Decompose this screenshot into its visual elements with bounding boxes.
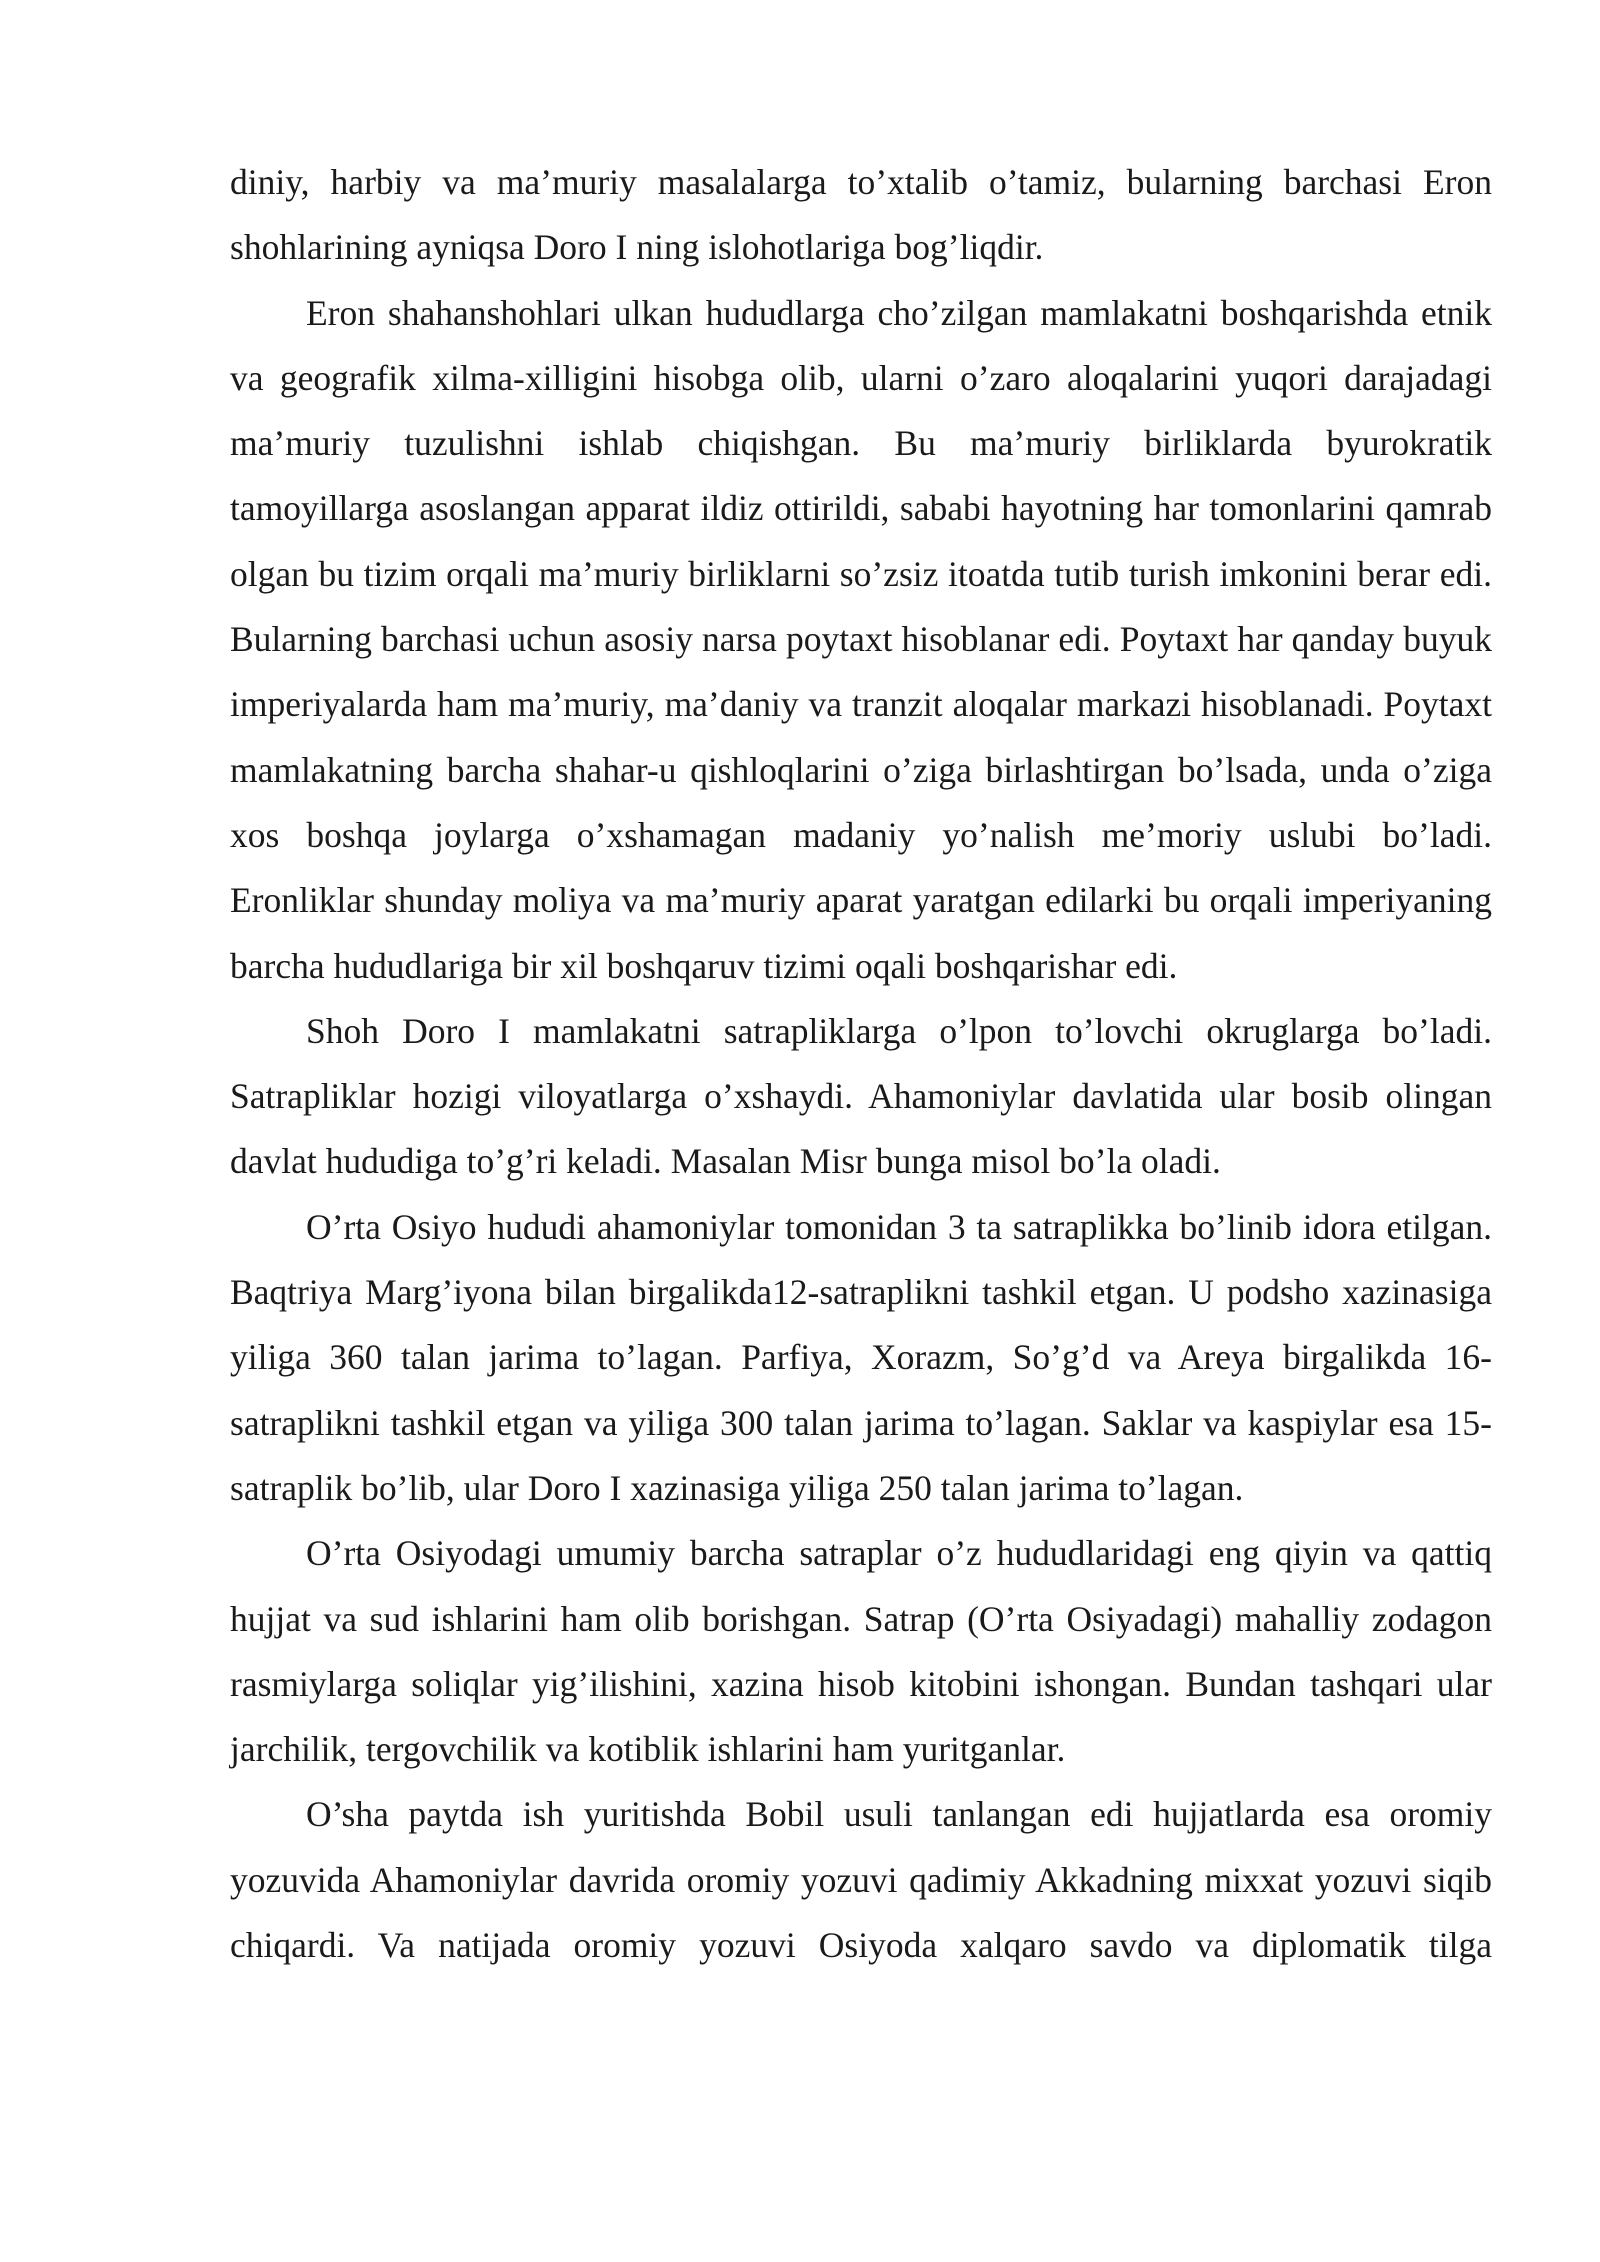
document-body xyxy=(230,150,1492,1978)
paragraph-satrapies: Shoh Doro I mamlakatni satrapliklarga o’lpon to’lovchi okruglarga bo’ladi. Satrapliklar hozigi viloyatlarga o’xshaydi. Ahamoniylar davlatida ular bosib olingan davlat hududiga to’g’ri keladi. Masalan Misr bunga misol bo’la oladi. xyxy=(230,1010,1492,1182)
paragraph-administration: Eron shahanshohlari ulkan hududlarga cho’zilgan mamlakatni boshqarishda etnik va geografik xilma-xilligini hisobga olib, ularni o’zaro aloqalarini yuqori darajadagi ma’muriy tuzulishni ishlab chiqishgan. Bu ma’muriy birliklarda byurokratik tamoyillarga asoslangan apparat ildiz ottirildi, sababi hayotning har tomonlarini qamrab olgan bu tizim orqali ma’muriy birliklarni so’zsiz itoatda tutib turish imkonini berar edi. Bularning barchasi uchun asosiy narsa poytaxt hisoblanar edi. Poytaxt har qanday buyuk imperiyalarda ham ma’muriy, ma’daniy va tranzit aloqalar markazi hisoblanadi. Poytaxt mamlakatning barcha shahar-u qishloqlarini o’ziga birlashtirgan bo’lsada, unda o’ziga xos boshqa joylarga o’xshamagan madaniy yo’nalish me’moriy uslubi bo’ladi. Eronliklar shunday moliya va ma’muriy aparat yaratgan edilarki bu orqali imperiyaning barcha hududlariga bir xil boshqaruv tizimi oqali boshqarishar edi. xyxy=(230,292,1492,986)
paragraph-continuation: diniy, harbiy va ma’muriy masalalarga to’xtalib o’tamiz, bularning barchasi Eron shohlarining ayniqsa Doro I ning islohotlariga bog’liqdir. xyxy=(230,162,1492,268)
paragraph-central-asia: O’rta Osiyo hududi ahamoniylar tomonidan 3 ta satraplikka bo’linib idora etilgan. Baqtriya Marg’iyona bilan birgalikda12-satraplikni tashkil etgan. U podsho xazinasiga yiliga 360 talan jarima to’lagan. Parfiya, Xorazm, So’g’d va Areya birgalikda 16-satraplikni tashkil etgan va yiliga 300 talan jarima to’lagan. Saklar va kaspiylar esa 15-satraplik bo’lib, ular Doro I xazinasiga yiliga 250 talan jarima to’lagan. xyxy=(230,1206,1492,1508)
paragraph-aramaic-script: O’sha paytda ish yuritishda Bobil usuli tanlangan edi hujjatlarda esa oromiy yozuvida Ahamoniylar davrida oromiy yozuvi qadimiy Akkadning mixxat yozuvi siqib chiqardi. Va natijada oromiy yozuvi Osiyoda xalqaro savdo va diplomatik tilga xyxy=(230,1794,1492,1966)
paragraph-satraps-duties: O’rta Osiyodagi umumiy barcha satraplar o’z hududlaridagi eng qiyin va qattiq hujjat va sud ishlarini ham olib borishgan. Satrap (O’rta Osiyadagi) mahalliy zodagon rasmiylarga soliqlar yig’ilishini, xazina hisob kitobini ishongan. Bundan tashqari ular jarchilik, tergovchilik va kotiblik ishlarini ham yuritganlar. xyxy=(230,1533,1492,1770)
